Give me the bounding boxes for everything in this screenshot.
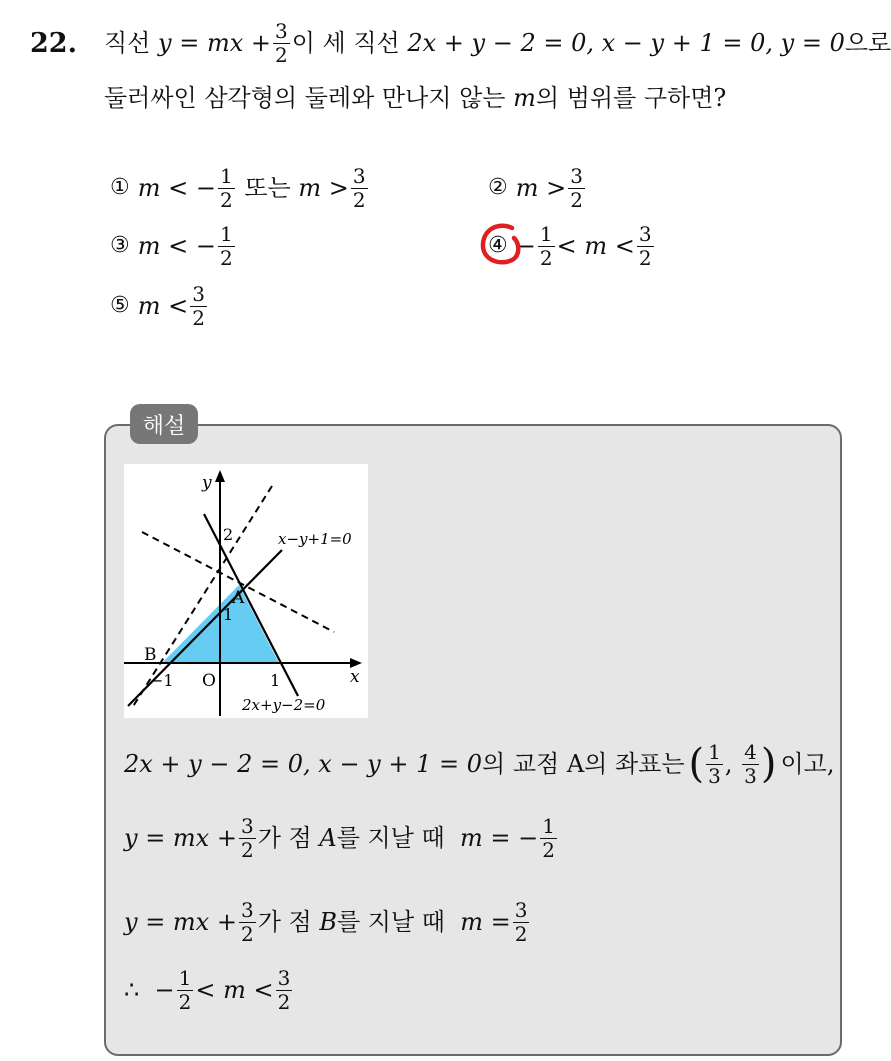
sol2-res-frac: $\frac{1}{2}$ (542, 813, 555, 862)
sol2-t2: 를 지날 때 (336, 824, 445, 852)
sol1-paren-open: ( (688, 741, 705, 787)
q-eq3: x − y + 1 = 0, (601, 29, 774, 57)
q-text-4: 둘러싸인 삼각형의 둘레와 만나지 않는 (104, 84, 506, 112)
graph-label-1y: 1 (223, 605, 234, 624)
sol4-a: − (154, 976, 175, 1004)
q-text-3: 으로 (844, 29, 891, 57)
graph-label-x: x (350, 667, 360, 687)
sol3-frac: $\frac{3}{2}$ (240, 897, 254, 946)
choice-4-marker: ④ (488, 233, 508, 258)
sol4-therefore: ∴ (124, 976, 140, 1004)
solution-line-4 (124, 960, 294, 1020)
sol3-res-frac: $\frac{3}{2}$ (514, 897, 528, 946)
choice-4-frac-2: $\frac{3}{2}$ (638, 221, 652, 270)
choice-3-marker: ③ (110, 233, 130, 258)
choice-1-b: m > (298, 174, 349, 202)
y-axis-arrow-icon (215, 470, 225, 482)
sol3-pt: B (319, 908, 337, 936)
sol4-frac-1: $\frac{1}{2}$ (178, 965, 192, 1014)
sol3-res: m = (460, 908, 511, 936)
choice-5-a: m < (137, 292, 189, 320)
sol1-frac-2: $\frac{4}{3}$ (744, 739, 757, 788)
question-line-2 (104, 86, 726, 110)
choice-3-frac-1: $\frac{1}{2}$ (219, 221, 233, 270)
choice-4-frac-1: $\frac{1}{2}$ (539, 221, 553, 270)
sol2-frac: $\frac{3}{2}$ (240, 813, 254, 862)
sol1-comma: , (724, 750, 741, 778)
graph-label-neg1: −1 (150, 671, 174, 690)
q-var-m: m (513, 84, 536, 112)
sol3-t1: 가 점 (257, 908, 312, 936)
sol2-pt: A (319, 824, 337, 852)
choice-2-frac-1: $\frac{3}{2}$ (570, 163, 583, 212)
sol1-t2: 이고, (780, 750, 835, 778)
choice-1[interactable] (110, 160, 370, 216)
sol4-frac-2: $\frac{3}{2}$ (277, 965, 291, 1014)
graph-label-B: B (144, 645, 157, 665)
sol1-e2: x − y + 1 = 0 (318, 750, 483, 778)
sol1-frac-1: $\frac{1}{3}$ (708, 739, 721, 788)
choice-4-b: < m < (556, 232, 635, 260)
choice-3-a: m < − (137, 232, 216, 260)
choice-1-a: m < − (137, 174, 216, 202)
choice-5-marker: ⑤ (110, 293, 130, 318)
choice-4-a: − (515, 232, 536, 260)
q-eq2: 2x + y − 2 = 0, (407, 29, 594, 57)
q-text-2: 이 세 직선 (291, 29, 400, 57)
graph-label-2: 2 (223, 525, 234, 544)
question-number: 22. (30, 28, 77, 59)
q-eq4: y = 0 (780, 29, 845, 57)
q-eq1-frac: $\frac{3}{2}$ (274, 18, 288, 67)
q-eq1: y = mx + (158, 29, 271, 57)
question-line-1 (104, 14, 891, 72)
solution-tag: 해설 (130, 404, 198, 444)
graph-label-y: y (202, 473, 212, 493)
sol4-b: < m < (195, 976, 274, 1004)
solution-line-2 (124, 808, 559, 868)
sol3-eq: y = mx + (124, 908, 237, 936)
answer-mark-icon (478, 220, 526, 268)
sol2-eq: y = mx + (124, 824, 237, 852)
choice-1-mid: 또는 (236, 174, 299, 202)
graph-label-line1: x−y+1=0 (278, 530, 352, 548)
sol1-e1: 2x + y − 2 = 0, (124, 750, 311, 778)
choice-2-a: m > (515, 174, 567, 202)
sol1-paren-close: ) (760, 741, 777, 787)
sol3-t2: 를 지날 때 (336, 908, 445, 936)
sol1-t1: 의 교점 A의 좌표는 (482, 750, 685, 778)
solution-graph (124, 464, 368, 718)
graph-label-line2: 2x+y−2=0 (242, 696, 326, 714)
solution-line-1 (124, 732, 834, 796)
graph-label-A: A (232, 588, 245, 608)
choice-1-frac-2: $\frac{3}{2}$ (352, 163, 366, 212)
choice-1-frac-1: $\frac{1}{2}$ (219, 163, 233, 212)
choice-2-marker: ② (488, 175, 508, 200)
graph-label-1x: 1 (270, 671, 281, 690)
solution-line-3 (124, 892, 531, 952)
graph-label-origin: O (202, 671, 216, 691)
choice-2[interactable] (488, 160, 587, 216)
sol2-t1: 가 점 (257, 824, 312, 852)
choice-3[interactable] (110, 218, 237, 274)
choice-1-marker: ① (110, 175, 130, 200)
choice-5[interactable] (110, 278, 209, 334)
choice-5-frac-1: $\frac{3}{2}$ (192, 281, 205, 330)
sol2-res: m = − (459, 824, 539, 852)
q-text-5: 의 범위를 구하면? (535, 84, 727, 112)
q-text-1: 직선 (104, 29, 151, 57)
